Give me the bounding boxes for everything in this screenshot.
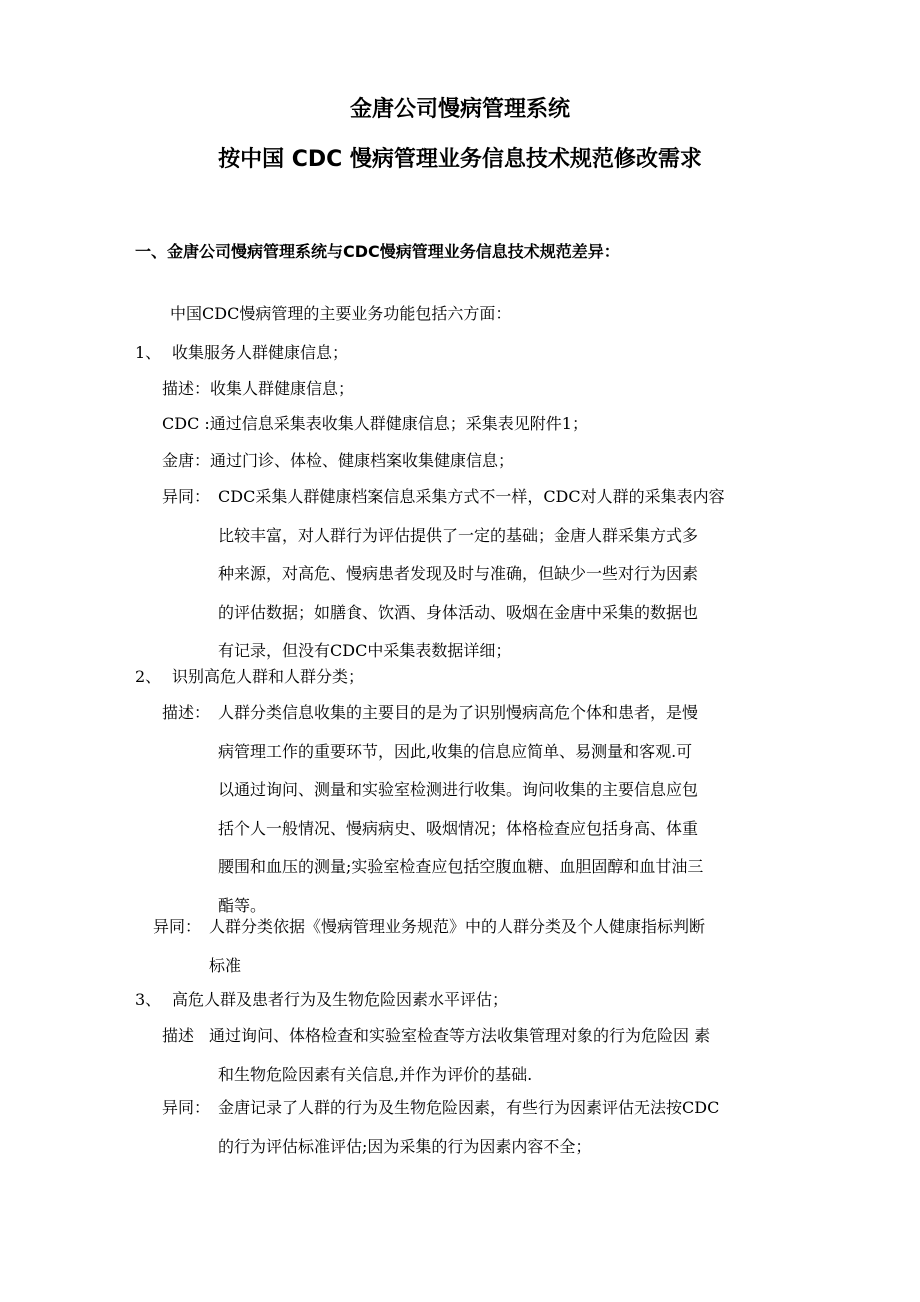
- item-3-number: 3、: [135, 990, 162, 1009]
- item-2-desc-line: 以通过询问、测量和实验室检测进行收集。询问收集的主要信息应包: [218, 780, 699, 799]
- item-1-diff-line: 有记录，但没有CDC中采集表数据详细；: [218, 641, 512, 660]
- item-3-desc-label: 描述: [162, 1026, 195, 1045]
- item-1-diff-line: 种来源，对高危、慢病患者发现及时与准确，但缺少一些对行为因素: [218, 564, 699, 583]
- item-1-diff-line: CDC采集人群健康档案信息采集方式不一样，CDC对人群的采集表内容: [218, 487, 725, 506]
- item-1-diff-line: 比较丰富，对人群行为评估提供了一定的基础；金唐人群采集方式多: [218, 525, 699, 545]
- item-2-desc-line: 人群分类信息收集的主要目的是为了识别慢病高危个体和患者，是慢: [218, 703, 699, 722]
- item-3-desc-line: 通过询问、体格检查和实验室检查等方法收集管理对象的行为危险因 素: [209, 1026, 711, 1045]
- item-2-desc-text: [218, 703, 703, 934]
- item-3-diff-label: 异同：: [162, 1098, 211, 1117]
- item-1-diff-line: 的评估数据；如膳食、饮酒、身体活动、吸烟在金唐中采集的数据也: [218, 602, 699, 622]
- section-heading: 一、金唐公司慢病管理系统与CDC慢病管理业务信息技术规范差异：: [135, 242, 620, 261]
- item-1-number: 1、: [135, 343, 162, 362]
- item-1-cdc-method: CDC :通过信息采集表收集人群健康信息；采集表见附件1；: [162, 414, 588, 433]
- item-2-number: 2、: [135, 667, 162, 686]
- item-3-diff-line: 的行为评估标准评估;因为采集的行为因素内容不全；: [218, 1136, 592, 1156]
- item-1-description: 描述：收集人群健康信息；: [162, 379, 355, 398]
- item-2-diff-line: 人群分类依据《慢病管理业务规范》中的人群分类及个人健康指标判断: [209, 917, 706, 936]
- item-3-desc-text: [209, 1026, 710, 1103]
- item-1-title: 收集服务人群健康信息；: [172, 343, 349, 362]
- item-3-diff-line: 金唐记录了人群的行为及生物危险因素，有些行为因素评估无法按CDC: [218, 1098, 720, 1117]
- item-2-desc-line: 病管理工作的重要环节，因此,收集的信息应简单、易测量和客观.可: [218, 741, 693, 761]
- document-subtitle: 按中国 CDC 慢病管理业务信息技术规范修改需求: [218, 147, 702, 172]
- item-2-diff-text: [209, 917, 705, 994]
- item-1-diff-label: 异同：: [162, 487, 211, 506]
- item-2-desc-line: 酯等。: [218, 895, 267, 915]
- intro-paragraph: 中国CDC慢病管理的主要业务功能包括六方面：: [170, 304, 512, 323]
- item-1-diff-text: [218, 487, 725, 680]
- item-1-jintang-method: 金唐：通过门诊、体检、健康档案收集健康信息；: [162, 451, 515, 470]
- item-2-desc-label: 描述：: [162, 703, 211, 722]
- item-3-title: 高危人群及患者行为及生物危险因素水平评估；: [172, 990, 509, 1009]
- item-3-diff-text: [218, 1098, 719, 1175]
- item-2-desc-line: 括个人一般情况、慢病病史、吸烟情况；体格检查应包括身高、体重: [218, 818, 699, 838]
- item-2-title: 识别高危人群和人群分类；: [172, 667, 365, 686]
- item-2-desc-line: 腰围和血压的测量;实验室检查应包括空腹血糖、血胆固醇和血甘油三: [218, 857, 704, 876]
- item-2-diff-line: 标准: [209, 955, 242, 975]
- document-title: 金唐公司慢病管理系统: [349, 97, 570, 122]
- item-2-diff-label: 异同：: [153, 917, 202, 936]
- item-3-desc-line: 和生物危险因素有关信息,并作为评价的基础.: [218, 1064, 533, 1084]
